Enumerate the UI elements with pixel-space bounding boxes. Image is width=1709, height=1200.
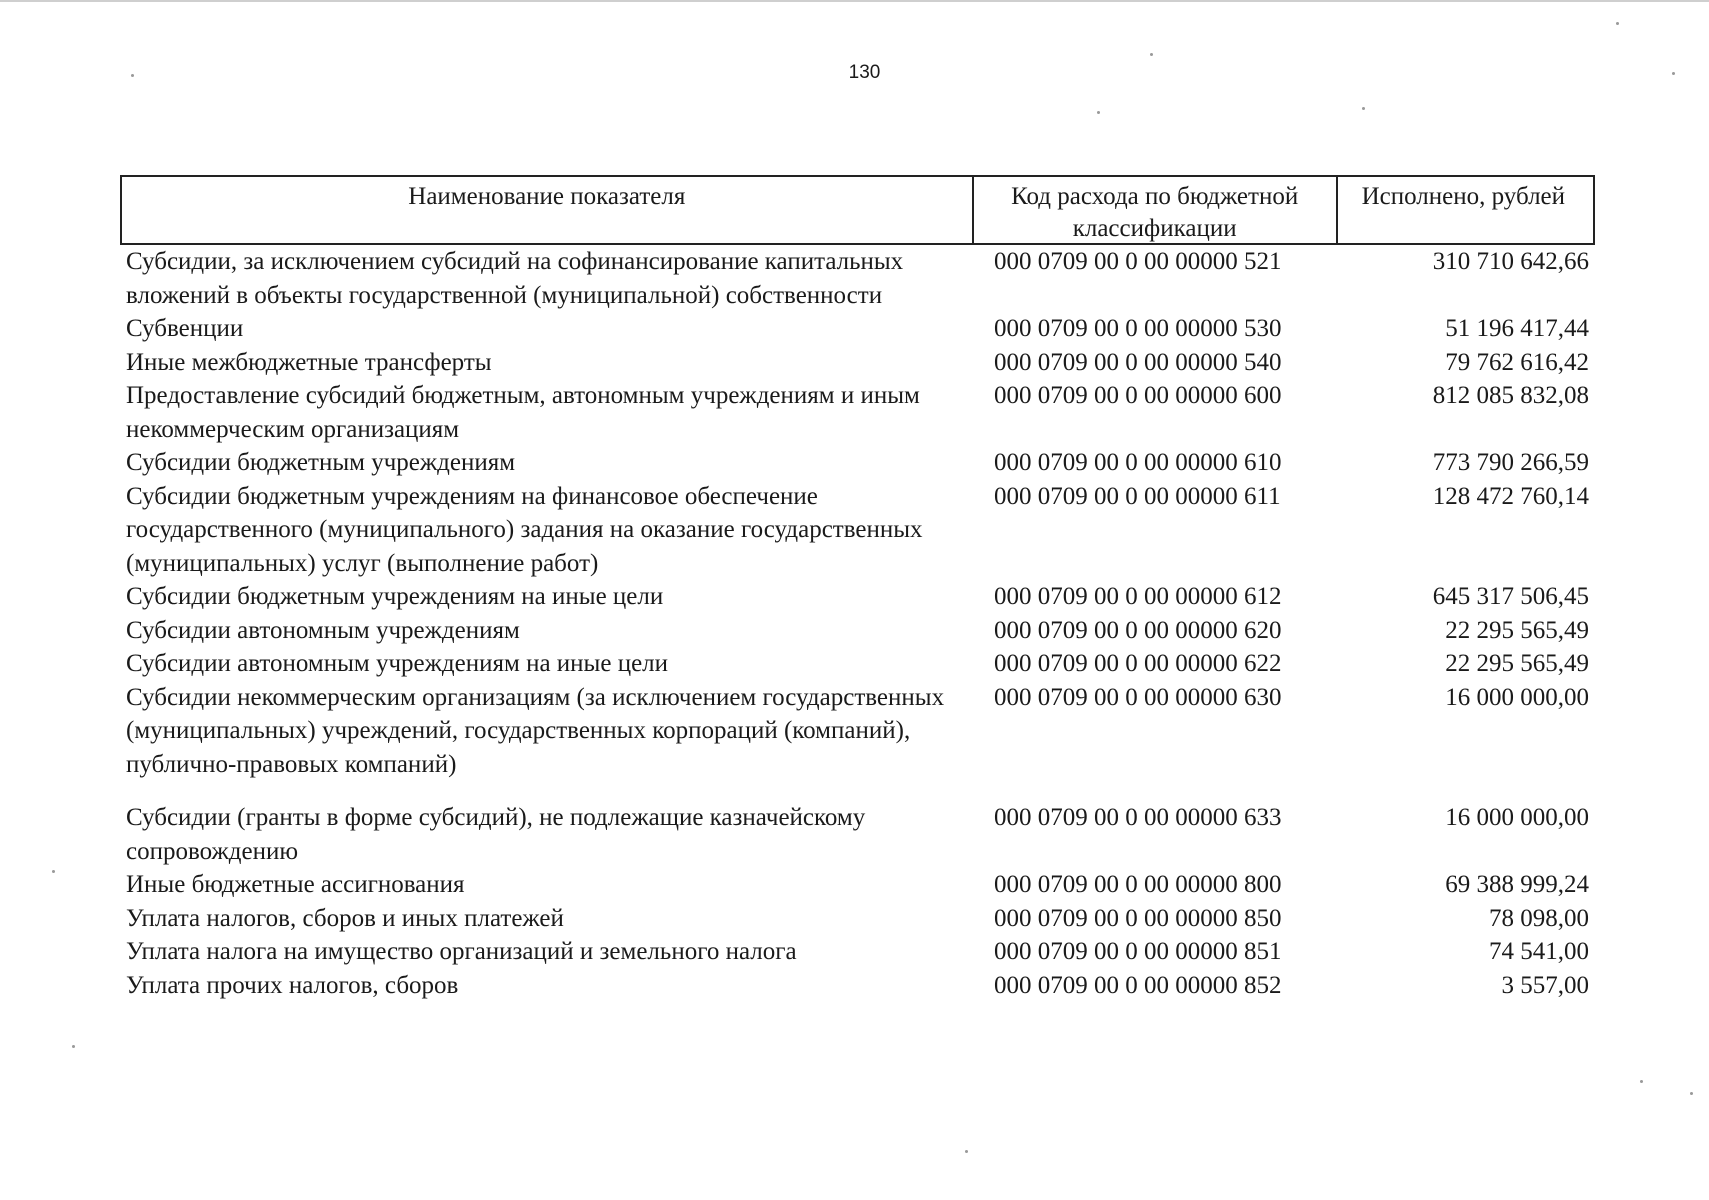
- table-row: [120, 379, 1595, 446]
- row-indicator-name: Уплата прочих налогов, сборов: [126, 971, 459, 999]
- scan-edge: [0, 0, 1709, 2]
- row-indicator-name: Субсидии (гранты в форме субсидий), не подлежащие казначейскому сопровождению: [126, 804, 866, 865]
- page-number: 130: [848, 62, 881, 83]
- row-indicator-name: Уплата налога на имущество организаций и земельного налога: [126, 938, 797, 965]
- scan-speck: [1362, 107, 1365, 110]
- row-budget-code: 000 0709 00 0 00 00000 622: [994, 650, 1282, 677]
- row-executed-amount: 773 790 266,59: [1432, 449, 1589, 476]
- row-indicator-name: Субвенции: [126, 315, 244, 342]
- table-row: [120, 245, 1595, 312]
- row-indicator-name: Иные бюджетные ассигнования: [126, 871, 465, 898]
- table-row: [120, 681, 1595, 782]
- table-row: [120, 446, 1595, 480]
- table-row: [120, 801, 1595, 868]
- row-budget-code: 000 0709 00 0 00 00000 611: [994, 482, 1281, 510]
- row-budget-code: 000 0709 00 0 00 00000 540: [994, 348, 1282, 376]
- table-row: [120, 346, 1595, 380]
- scan-speck: [965, 1150, 968, 1153]
- table-row: [120, 614, 1595, 648]
- row-budget-code: 000 0709 00 0 00 00000 852: [994, 971, 1282, 999]
- row-executed-amount: 79 762 616,42: [1445, 348, 1589, 376]
- row-budget-code: 000 0709 00 0 00 00000 850: [994, 904, 1282, 932]
- row-executed-amount: 69 388 999,24: [1445, 871, 1589, 898]
- row-indicator-name: Иные межбюджетные трансферты: [126, 348, 492, 376]
- row-indicator-name: Субсидии бюджетным учреждениям на финансовое обеспечение государственного (муниципального) задания на оказание государственных (муниципальных) услуг (выполнение работ): [126, 482, 923, 577]
- scan-speck: [72, 1045, 75, 1048]
- row-budget-code: 000 0709 00 0 00 00000 521: [994, 248, 1282, 275]
- row-indicator-name: Субсидии автономным учреждениям на иные цели: [126, 650, 669, 677]
- table-row: [120, 580, 1595, 614]
- scan-speck: [131, 74, 134, 77]
- row-executed-amount: 16 000 000,00: [1445, 804, 1589, 831]
- row-executed-amount: 310 710 642,66: [1432, 248, 1589, 275]
- table-row: [120, 969, 1595, 1003]
- row-budget-code: 000 0709 00 0 00 00000 612: [994, 583, 1282, 610]
- scan-speck: [1150, 53, 1153, 56]
- row-budget-code: 000 0709 00 0 00 00000 800: [994, 871, 1282, 898]
- table-row: [120, 935, 1595, 969]
- row-executed-amount: 16 000 000,00: [1445, 683, 1589, 711]
- table-row: [120, 902, 1595, 936]
- scan-speck: [52, 870, 55, 873]
- scan-speck: [1690, 1092, 1693, 1095]
- table-header: [120, 175, 1595, 245]
- row-indicator-name: Субсидии бюджетным учреждениям: [126, 449, 516, 476]
- table-body: [120, 245, 1595, 1002]
- header-executed-amount: Исполнено, рублей: [1336, 177, 1593, 243]
- row-indicator-name: Предоставление субсидий бюджетным, автономным учреждениям и иным некоммерческим организациям: [126, 382, 920, 443]
- row-budget-code: 000 0709 00 0 00 00000 633: [994, 804, 1282, 831]
- header-budget-code: Код расхода по бюджетной классификации: [972, 177, 1336, 243]
- row-indicator-name: Субсидии некоммерческим организациям (за исключением государственных (муниципальных) учреждений, государственных корпораций (компаний), публично-правовых компаний): [126, 683, 945, 778]
- row-executed-amount: 78 098,00: [1489, 904, 1589, 932]
- row-executed-amount: 22 295 565,49: [1445, 616, 1589, 644]
- row-executed-amount: 128 472 760,14: [1432, 482, 1589, 510]
- row-budget-code: 000 0709 00 0 00 00000 851: [994, 938, 1282, 965]
- row-executed-amount: 74 541,00: [1489, 938, 1589, 965]
- row-budget-code: 000 0709 00 0 00 00000 620: [994, 616, 1282, 644]
- scan-speck: [1616, 22, 1619, 25]
- row-indicator-name: Субсидии бюджетным учреждениям на иные цели: [126, 583, 664, 610]
- row-executed-amount: 645 317 506,45: [1432, 583, 1589, 610]
- row-executed-amount: 812 085 832,08: [1432, 382, 1589, 409]
- budget-execution-table: [120, 175, 1595, 1002]
- row-indicator-name: Субсидии, за исключением субсидий на софинансирование капитальных вложений в объекты государственной (муниципальной) собственности: [126, 248, 904, 309]
- row-indicator-name: Уплата налогов, сборов и иных платежей: [126, 904, 564, 932]
- table-row: [120, 868, 1595, 902]
- row-budget-code: 000 0709 00 0 00 00000 610: [994, 449, 1282, 476]
- row-budget-code: 000 0709 00 0 00 00000 530: [994, 315, 1282, 342]
- table-row: [120, 312, 1595, 346]
- table-row: [120, 647, 1595, 681]
- row-executed-amount: 51 196 417,44: [1445, 315, 1589, 342]
- header-indicator-name: Наименование показателя: [408, 183, 686, 210]
- scan-speck: [1672, 72, 1675, 75]
- row-executed-amount: 3 557,00: [1501, 971, 1589, 999]
- row-budget-code: 000 0709 00 0 00 00000 600: [994, 382, 1282, 409]
- row-budget-code: 000 0709 00 0 00 00000 630: [994, 683, 1282, 711]
- scan-speck: [1640, 1080, 1643, 1083]
- table-row: [120, 480, 1595, 581]
- row-executed-amount: 22 295 565,49: [1445, 650, 1589, 677]
- row-indicator-name: Субсидии автономным учреждениям: [126, 616, 520, 644]
- scan-speck: [1097, 111, 1100, 114]
